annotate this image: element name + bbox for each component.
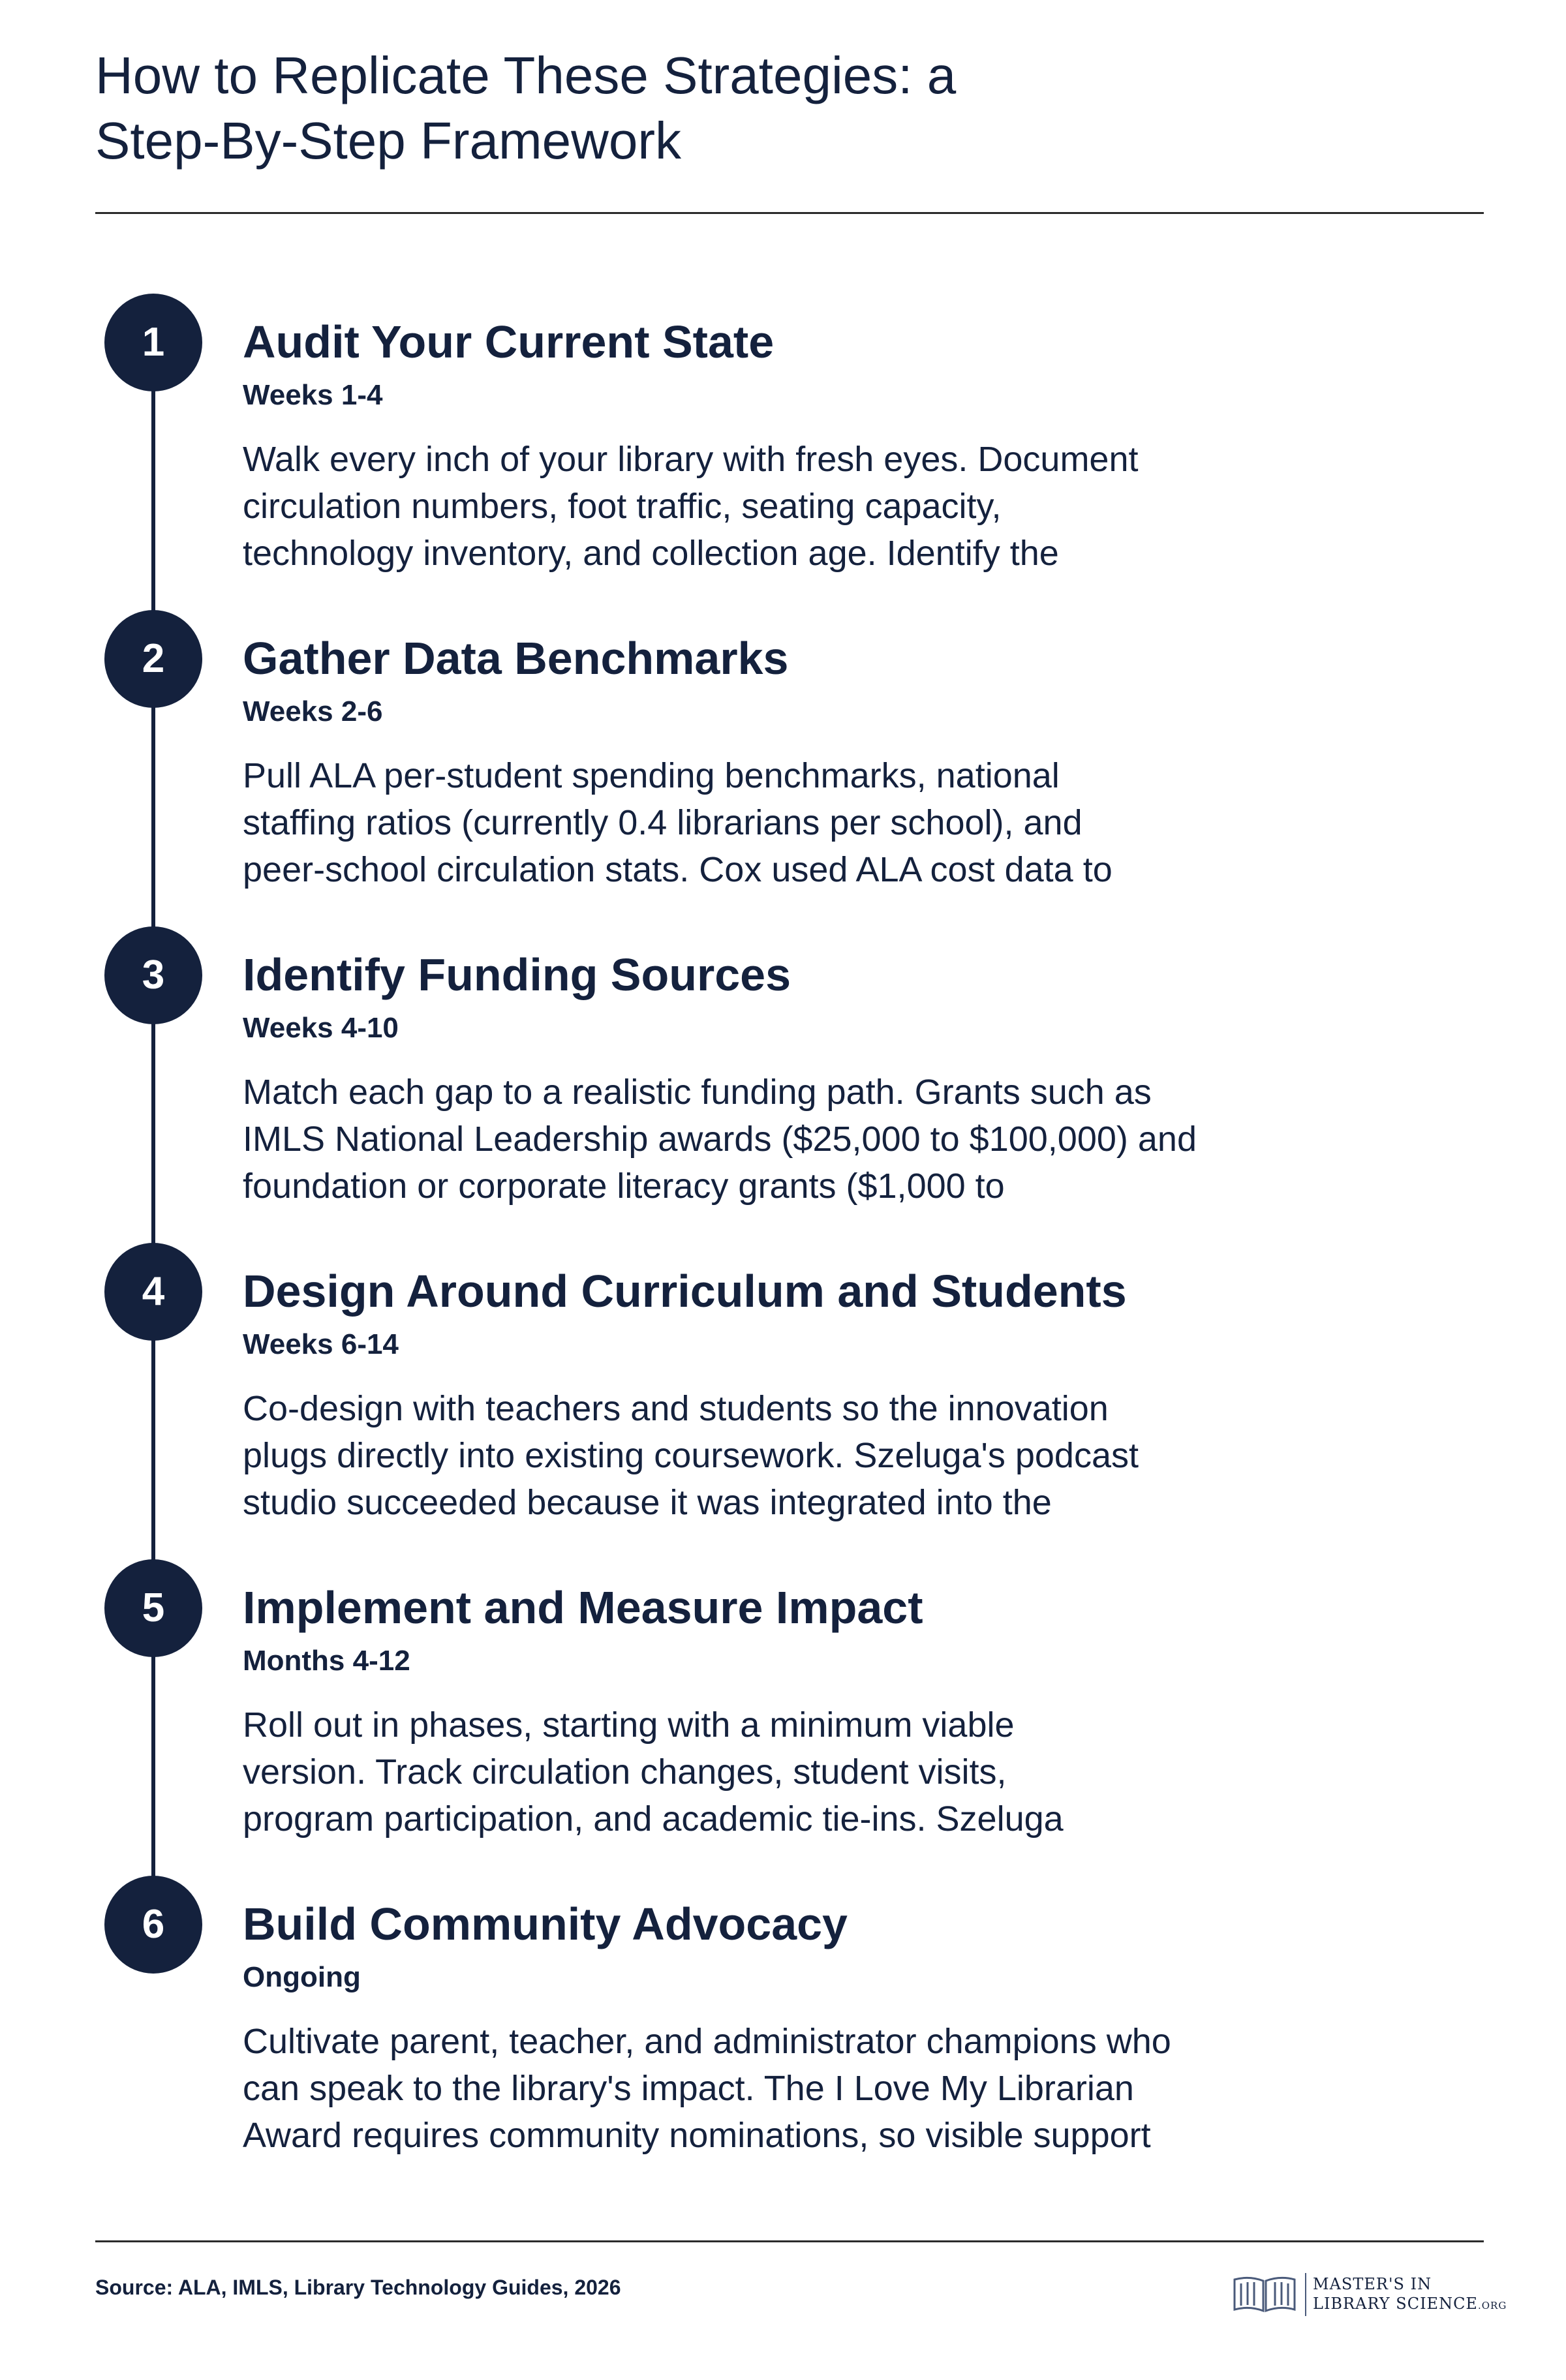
step-period: Weeks 1-4 [243, 379, 383, 411]
step-description-line: IMLS National Leadership awards ($25,000 to $100,000) and [243, 1120, 1197, 1159]
step-title: Implement and Measure Impact [243, 1582, 923, 1633]
step-2 [0, 610, 1566, 897]
page-title-line: How to Replicate These Strategies: a [95, 46, 957, 104]
step-number-badge: 2 [104, 610, 202, 708]
logo-line-main: LIBRARY SCIENCE [1313, 2295, 1478, 2313]
step-description-line: Cultivate parent, teacher, and administrator champions who [243, 2022, 1171, 2061]
open-book-icon [1232, 2274, 1297, 2313]
step-description-line: Walk every inch of your library with fresh eyes. Document [243, 440, 1139, 479]
logo-divider [1305, 2273, 1306, 2316]
step-number-badge: 3 [104, 926, 202, 1024]
step-title: Design Around Curriculum and Students [243, 1266, 1127, 1317]
step-number-badge: 6 [104, 1876, 202, 1974]
step-6 [0, 1876, 1566, 2163]
step-description [243, 1701, 1300, 1842]
step-description-line: studio succeeded because it was integrated into the [243, 1483, 1052, 1522]
page-title [95, 43, 1335, 174]
site-logo[interactable] [1232, 2270, 1507, 2320]
source-note: Source: ALA, IMLS, Library Technology Guides, 2026 [95, 2276, 621, 2299]
step-description-line: foundation or corporate literacy grants ($1,000 to [243, 1167, 1005, 1206]
step-description-line: can speak to the library's impact. The I Love My Librarian [243, 2069, 1134, 2108]
step-description-line: technology inventory, and collection age. Identify the [243, 534, 1059, 573]
step-number-badge: 4 [104, 1243, 202, 1341]
step-number-badge: 5 [104, 1559, 202, 1657]
step-description-line: Co-design with teachers and students so the innovation [243, 1389, 1109, 1428]
step-3 [0, 926, 1566, 1213]
step-title: Gather Data Benchmarks [243, 633, 789, 684]
step-description-line: version. Track circulation changes, student visits, [243, 1752, 1007, 1792]
step-title: Build Community Advocacy [243, 1899, 848, 1949]
step-4 [0, 1243, 1566, 1530]
logo-wordmark [1313, 2274, 1507, 2315]
step-period: Weeks 6-14 [243, 1328, 399, 1360]
step-description-line: plugs directly into existing coursework. Szeluga's podcast [243, 1436, 1139, 1475]
step-description-line: Pull ALA per-student spending benchmarks, national [243, 756, 1060, 795]
step-number-badge: 1 [104, 294, 202, 391]
step-description [243, 752, 1300, 893]
page-title-line: Step-By-Step Framework [95, 112, 682, 170]
step-period: Months 4-12 [243, 1645, 410, 1677]
step-1 [0, 294, 1566, 581]
step-description-line: Roll out in phases, starting with a minimum viable [243, 1705, 1015, 1745]
step-description-line: circulation numbers, foot traffic, seating capacity, [243, 487, 1002, 526]
step-title: Identify Funding Sources [243, 949, 791, 1000]
step-description [243, 436, 1300, 577]
step-period: Ongoing [243, 1961, 361, 1993]
logo-suffix: .ORG [1477, 2300, 1507, 2311]
step-period: Weeks 2-6 [243, 695, 383, 727]
step-description-line: staffing ratios (currently 0.4 librarians per school), and [243, 803, 1082, 842]
step-description-line: peer-school circulation stats. Cox used ALA cost data to [243, 850, 1113, 889]
footer-divider [95, 2240, 1484, 2242]
step-description-line: program participation, and academic tie-ins. Szeluga [243, 1799, 1064, 1838]
step-period: Weeks 4-10 [243, 1012, 399, 1044]
step-title: Audit Your Current State [243, 316, 775, 367]
header-divider [95, 212, 1484, 214]
logo-line: MASTER'S IN [1313, 2275, 1432, 2293]
step-description-line: Match each gap to a realistic funding path. Grants such as [243, 1073, 1152, 1112]
step-description-line: Award requires community nominations, so visible support [243, 2116, 1151, 2155]
step-5 [0, 1559, 1566, 1846]
step-description [243, 1385, 1300, 1526]
step-description [243, 2018, 1300, 2159]
logo-line [1313, 2294, 1507, 2315]
step-description [243, 1069, 1300, 1210]
